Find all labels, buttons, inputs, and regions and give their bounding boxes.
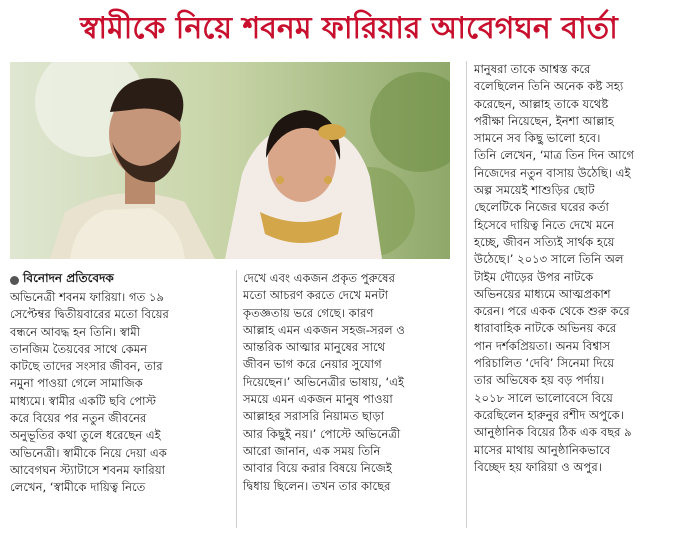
article-line: বলেছিলেন তিনি অনেক কষ্ট সহ্য (474, 79, 624, 94)
article-column-2 (243, 270, 453, 495)
article-line: বিচ্ছেদ হয় ফারিয়া ও অপুর। (474, 459, 602, 474)
article-line: পরীক্ষা নিয়েছেন, ইনশা আল্লাহ (474, 113, 614, 128)
article-line: ধারাবাহিক নাটকে অভিনয় করে (474, 321, 617, 336)
article-line: বন্ধনে আবদ্ধ হন তিনি। স্বামী (10, 324, 141, 339)
article-line: দ্বিধায় ছিলেন। তখন তার কাছের (243, 478, 391, 493)
article-line: আবার বিয়ে করার বিষয়ে নিজেই (243, 461, 392, 476)
article-column-3 (474, 61, 692, 476)
article-line: সেপ্টেম্বর দ্বিতীয়বারের মতো বিয়ের (10, 307, 169, 322)
article-line: আন্তরিক আত্মার মানুষের সাথে (243, 340, 386, 355)
article-line: দেখে এবং একজন প্রকৃত পুরুষের (243, 271, 395, 285)
article-line: জীবন ভাগ করে নেয়ার সুযোগ (243, 357, 382, 372)
article-line: তার অভিষেক হয় বড় পর্দায়। (474, 373, 605, 388)
article-line: হচ্ছে, জীবন সত্যিই সার্থক হয়ে (474, 234, 615, 249)
article-line: করে বিয়ের পর নতুন জীবনের (10, 411, 147, 426)
article-line: তিনি লেখেন, ‘মাত্র তিন দিন আগে (474, 148, 634, 163)
column-divider (466, 61, 467, 528)
article-line: করেন। পরে একক থেকে শুরু করে (474, 304, 630, 319)
byline-text: বিনোদন প্রতিবেদক (23, 271, 114, 285)
article-line: নমুনা পাওয়া গেলে সামাজিক (10, 376, 143, 391)
article-line: টাইম দৌড়ের উপর নাটকে (474, 269, 594, 284)
article-line: আল্লাহর সরাসরি নিয়ামত ছাড়া (243, 409, 384, 424)
article-line: উঠেছে।’ ২০১৩ সালে তিনি অল (474, 252, 624, 267)
article-line: আরো জানান, এক সময় তিনি (243, 443, 381, 458)
article-line: কৃতজ্ঞতায় ভরে গেছে। কারণ (243, 305, 374, 320)
article-line: অল্প সময়েই শাশুড়ির ছোট (474, 183, 595, 198)
bullet-icon (10, 276, 19, 285)
article-line: অভিনয়ের মাধ্যমে আত্মপ্রকাশ (474, 286, 611, 301)
byline (10, 270, 114, 290)
article-line: ২০১৮ সালে ভালোবেসে বিয়ে (474, 390, 613, 405)
article-line: করেছিলেন হারুনুর রশীদ অপুকে। (474, 407, 624, 422)
article-line: মতো আচরণ করতে দেখে মনটা (243, 288, 389, 303)
couple-photo (10, 62, 450, 259)
article-line: হিসেবে দায়িত্ব নিতে দেখে মনে (474, 217, 615, 232)
article-line: দিয়েছেন।’ অভিনেত্রীর ভাষায়, ‘এই (243, 374, 404, 389)
article-line: সময়ে এমন একজন মানুষ পাওয়া (243, 392, 393, 407)
article-line: পরিচালিত ‘দেবি’ সিনেমা দিয়ে (474, 356, 615, 371)
article-line: করেছেন, আল্লাহ তাকে যথেষ্ট (474, 96, 609, 111)
article-line: মাসের মাথায় আনুষ্ঠানিকভাবে (474, 442, 611, 457)
article-line: সামনে সব কিছু ভালো হবে। (474, 131, 601, 146)
column-divider (236, 270, 237, 528)
article-line: আর কিছুই নয়।’ পোস্টে অভিনেত্রী (243, 426, 401, 441)
article-line: মাধ্যমে। স্বামীর একটি ছবি পোস্ট (10, 393, 157, 408)
article-line: আনুষ্ঠানিক বিয়ের ঠিক এক বছর ৯ (474, 425, 632, 440)
article-line: অভিনেত্রী শবনম ফারিয়া। গত ১৯ (10, 290, 165, 304)
article-line: মানুষরা তাকে আশ্বস্ত করে (474, 62, 591, 76)
article-line: আবেগঘন স্ট্যাটাসে শবনম ফারিয়া (10, 462, 166, 477)
article-line: অনুভূতির কথা তুলে ধরেছেন এই (10, 428, 161, 443)
article-line: আল্লাহ এমন একজন সহজ-সরল ও (243, 322, 405, 337)
article-line: তানজিম তৈয়বের সাথে কেমন (10, 341, 148, 356)
article-column-1 (10, 289, 232, 497)
article-line: কাটছে তাদের সংসার জীবন, তার (10, 359, 163, 374)
couple-photo-illustration (10, 62, 450, 259)
article-line: অভিনেত্রী। স্বামীকে নিয়ে দেয়া এক (10, 445, 167, 460)
article-line: নিজেদের নতুন বাসায় উঠেছি। এই (474, 165, 631, 180)
article-line: ছেলেটিকে নিজের ঘরের কর্তা (474, 200, 609, 215)
article-line: লেখেন, ‘স্বামীকে দায়িত্ব নিতে (10, 480, 146, 495)
article-line: পান দর্শকপ্রিয়তা। অনম বিশ্বাস (474, 338, 611, 353)
headline: স্বামীকে নিয়ে শবনম ফারিয়ার আবেগঘন বার্তা (80, 10, 618, 46)
